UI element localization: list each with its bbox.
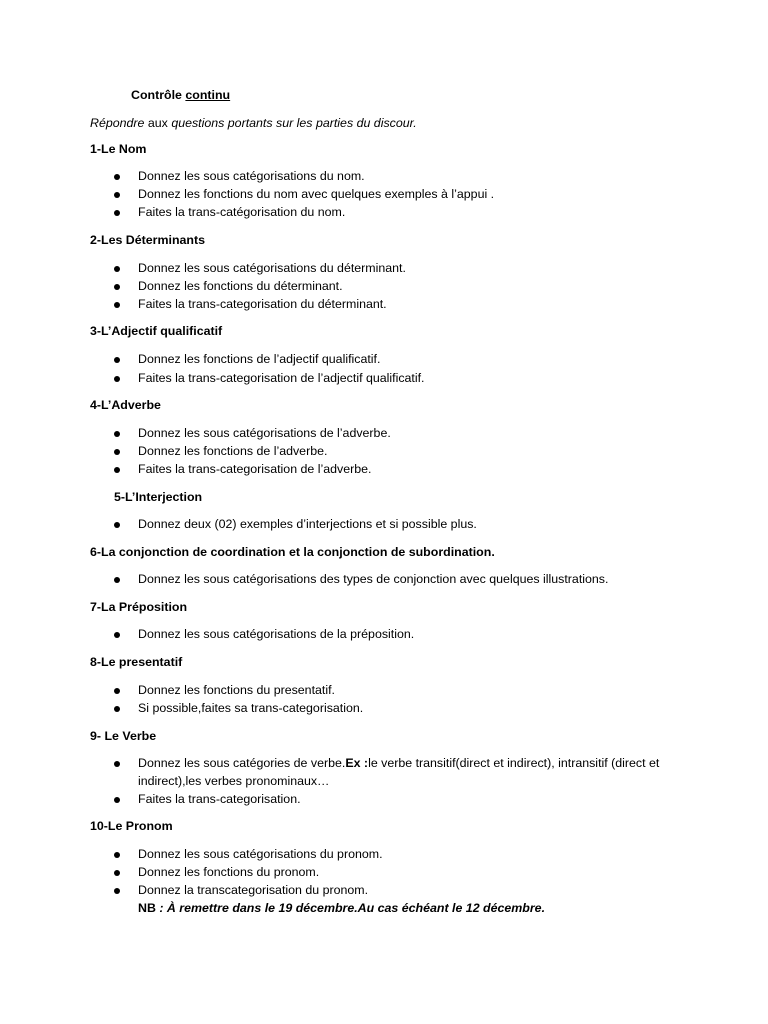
list-item: Donnez la transcategorisation du pronom. <box>138 883 369 897</box>
list-item-text: Donnez les sous catégories de verbe. <box>138 756 346 770</box>
note-text: : À remettre dans le 19 décembre.Au cas échéant le 12 décembre. <box>155 901 546 915</box>
section-heading: 2-Les Déterminants <box>90 233 205 247</box>
deadline-note <box>138 901 545 915</box>
list-item: Faites la trans-categorisation du déterminant. <box>138 297 387 311</box>
list-item: Donnez deux (02) exemples d’interjections et si possible plus. <box>138 517 477 531</box>
section-heading: 7-La Préposition <box>90 600 188 614</box>
list-item-rest: le verbe transitif(direct et indirect), intransitif (direct et indirect),les verbes pronominaux… <box>138 756 660 788</box>
list-item: Faites la trans-categorisation. <box>138 792 301 806</box>
list-item: Faites la trans-categorisation de l’adverbe. <box>138 462 372 476</box>
note-label: NB <box>138 901 156 915</box>
title-text: Contrôle <box>131 88 182 102</box>
bullet-icon <box>114 632 120 638</box>
bullet-icon <box>114 174 120 180</box>
list-item <box>138 754 678 790</box>
bullet-icon <box>114 888 120 894</box>
section-heading: 6-La conjonction de coordination et la conjonction de subordination. <box>90 545 495 559</box>
bullet-icon <box>114 688 120 694</box>
list-item: Donnez les fonctions du nom avec quelques exemples à l’appui . <box>138 187 495 201</box>
list-item: Donnez les sous catégorisations de la préposition. <box>138 627 415 641</box>
bullet-icon <box>114 870 120 876</box>
list-item: Donnez les fonctions de l’adverbe. <box>138 444 328 458</box>
bullet-icon <box>114 706 120 712</box>
section-heading: 10-Le Pronom <box>90 819 173 833</box>
list-item: Faites la trans-catégorisation du nom. <box>138 205 346 219</box>
list-item: Donnez les fonctions du pronom. <box>138 865 320 879</box>
bullet-icon <box>114 357 120 363</box>
title-underlined-text: continu <box>185 88 231 102</box>
bullet-icon <box>114 302 120 308</box>
bullet-icon <box>114 797 120 803</box>
section-heading: 3-L’Adjectif qualificatif <box>90 324 223 338</box>
section-heading: 8-Le presentatif <box>90 655 183 669</box>
bullet-icon <box>114 852 120 858</box>
instructions-part-1: Répondre <box>90 116 145 130</box>
bullet-icon <box>114 376 120 382</box>
bullet-icon <box>114 266 120 272</box>
list-item: Donnez les fonctions de l’adjectif qualificatif. <box>138 352 381 366</box>
bullet-icon <box>114 284 120 290</box>
bullet-icon <box>114 449 120 455</box>
list-item: Faites la trans-categorisation de l’adjectif qualificatif. <box>138 371 425 385</box>
page-title <box>131 88 230 102</box>
section-heading: 4-L’Adverbe <box>90 398 161 412</box>
section-heading: 5-L’Interjection <box>114 490 203 504</box>
section-heading: 1-Le Nom <box>90 142 147 156</box>
instructions <box>90 116 417 130</box>
list-item: Donnez les sous catégorisations du déterminant. <box>138 261 406 275</box>
bullet-icon <box>114 467 120 473</box>
list-item: Donnez les fonctions du presentatif. <box>138 683 335 697</box>
list-item: Donnez les sous catégorisations du nom. <box>138 169 365 183</box>
bullet-icon <box>114 761 120 767</box>
bullet-icon <box>114 522 120 528</box>
list-item: Donnez les sous catégorisations de l’adverbe. <box>138 426 391 440</box>
instructions-part-3: questions portants sur les parties du discour. <box>171 116 417 130</box>
list-item: Si possible,faites sa trans-categorisation. <box>138 701 364 715</box>
instructions-part-2: aux <box>147 116 168 130</box>
list-item: Donnez les fonctions du déterminant. <box>138 279 343 293</box>
section-heading: 9- Le Verbe <box>90 729 157 743</box>
bullet-icon <box>114 577 120 583</box>
bullet-icon <box>114 431 120 437</box>
bullet-icon <box>114 210 120 216</box>
list-item-bold: Ex : <box>345 756 369 770</box>
bullet-icon <box>114 192 120 198</box>
list-item: Donnez les sous catégorisations du pronom. <box>138 847 383 861</box>
list-item: Donnez les sous catégorisations des types de conjonction avec quelques illustrations. <box>138 572 609 586</box>
